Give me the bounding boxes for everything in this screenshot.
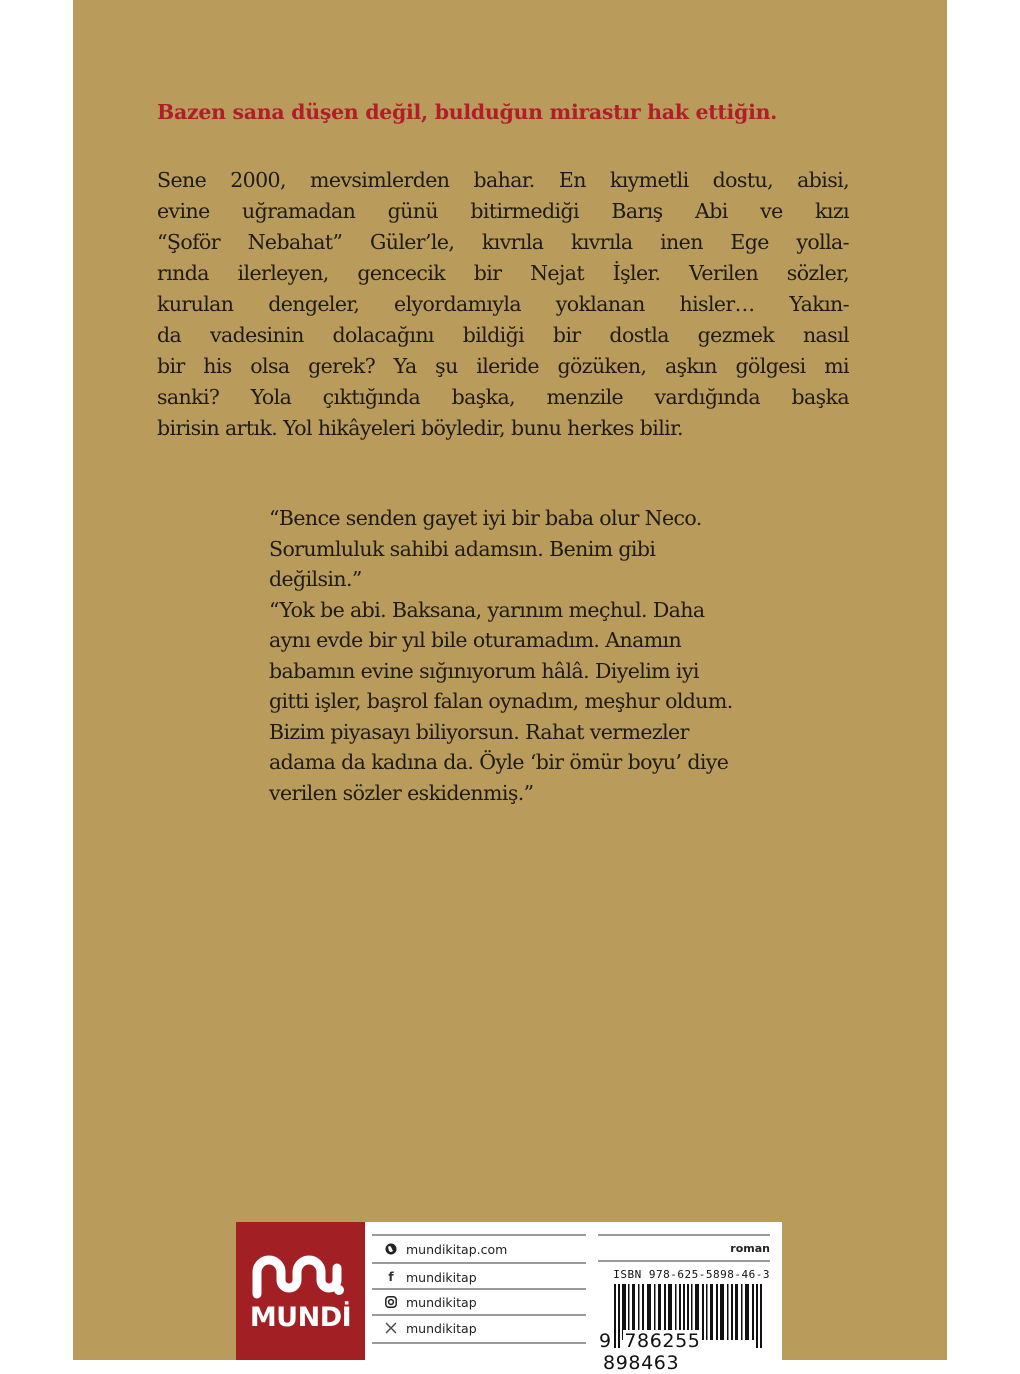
x-label: mundikitap: [406, 1320, 477, 1336]
quote-line: “Bence senden gayet iyi bir baba olur Neco.: [269, 506, 702, 530]
blurb-line: sanki? Yola çıktığında başka, menzile vardığında başka: [157, 385, 849, 409]
blurb-paragraph: [157, 165, 849, 444]
divider: [372, 1342, 586, 1344]
instagram-label: mundikitap: [406, 1294, 477, 1310]
barcode-digit-lead: 9: [599, 1330, 612, 1352]
blurb-line: da vadesinin dolacağını bildiği bir dostla gezmek nasıl: [157, 323, 849, 347]
blurb-line: evine uğramadan günü bitirmediği Barış Abi ve kızı: [157, 199, 849, 223]
book-metadata: [598, 1222, 770, 1374]
tagline: Bazen sana düşen değil, bulduğun mirastır hak ettiğin.: [157, 100, 778, 124]
quote-line: gitti işler, başrol falan oynadım, meşhur oldum.: [269, 689, 733, 713]
website-label: mundikitap.com: [406, 1241, 508, 1257]
quote-line: Sorumluluk sahibi adamsın. Benim gibi: [269, 536, 656, 561]
book-back-cover: [73, 0, 947, 1360]
mundi-wave-icon: [251, 1252, 351, 1300]
divider: [598, 1260, 770, 1262]
quote-line: Bizim piyasayı biliyorsun. Rahat vermezler: [269, 719, 689, 744]
genre-label: roman: [730, 1242, 770, 1255]
blurb-line: Sene 2000, mevsimlerden bahar. En kıymetli dostu, abisi,: [157, 168, 849, 192]
barcode-digits-left: 786255: [624, 1330, 701, 1352]
facebook-link[interactable]: [372, 1264, 586, 1290]
x-icon: [384, 1321, 398, 1335]
quote-line: “Yok be abi. Baksana, yarınım meçhul. Daha: [269, 597, 705, 622]
x-link[interactable]: [372, 1315, 586, 1341]
quote-line: aynı evde bir yıl bile oturamadım. Anamın: [269, 628, 682, 652]
quote-line: babamın evine sığınıyorum hâlâ. Diyelim iyi: [269, 658, 699, 683]
barcode-number: [598, 1330, 770, 1374]
dialogue-excerpt: [269, 503, 869, 808]
blurb-line: bir his olsa gerek? Ya şu ileride gözüken, aşkın gölgesi mi: [157, 354, 849, 378]
facebook-label: mundikitap: [406, 1269, 477, 1285]
barcode-digits-right: 898463: [603, 1352, 680, 1374]
blurb-line: rında ilerleyen, gencecik bir Nejat İşler. Verilen sözler,: [157, 261, 849, 285]
globe-icon: [384, 1242, 398, 1256]
instagram-link[interactable]: [372, 1289, 586, 1315]
website-link[interactable]: [372, 1236, 586, 1262]
blurb-line: birisin artık. Yol hikâyeleri böyledir, bunu herkes bilir.: [157, 416, 683, 440]
publisher-logo-text: MUNDİ: [249, 1302, 352, 1333]
divider: [598, 1234, 770, 1236]
publisher-logo: [236, 1222, 365, 1360]
quote-line: verilen sözler eskidenmiş.”: [269, 780, 534, 805]
quote-line: adama da kadına da. Öyle ‘bir ömür boyu’ diye: [269, 750, 729, 774]
facebook-icon: f: [388, 1270, 394, 1284]
instagram-icon: [384, 1295, 398, 1309]
blurb-line: “Şoför Nebahat” Güler’le, kıvrıla kıvrıla inen Ege yolla-: [157, 230, 849, 254]
social-links: [372, 1222, 586, 1360]
quote-line: değilsin.”: [269, 567, 362, 591]
blurb-line: kurulan dengeler, elyordamıyla yoklanan hisler… Yakın-: [157, 292, 849, 316]
isbn-label: ISBN 978-625-5898-46-3: [613, 1268, 770, 1281]
publisher-info-panel: [236, 1222, 782, 1374]
